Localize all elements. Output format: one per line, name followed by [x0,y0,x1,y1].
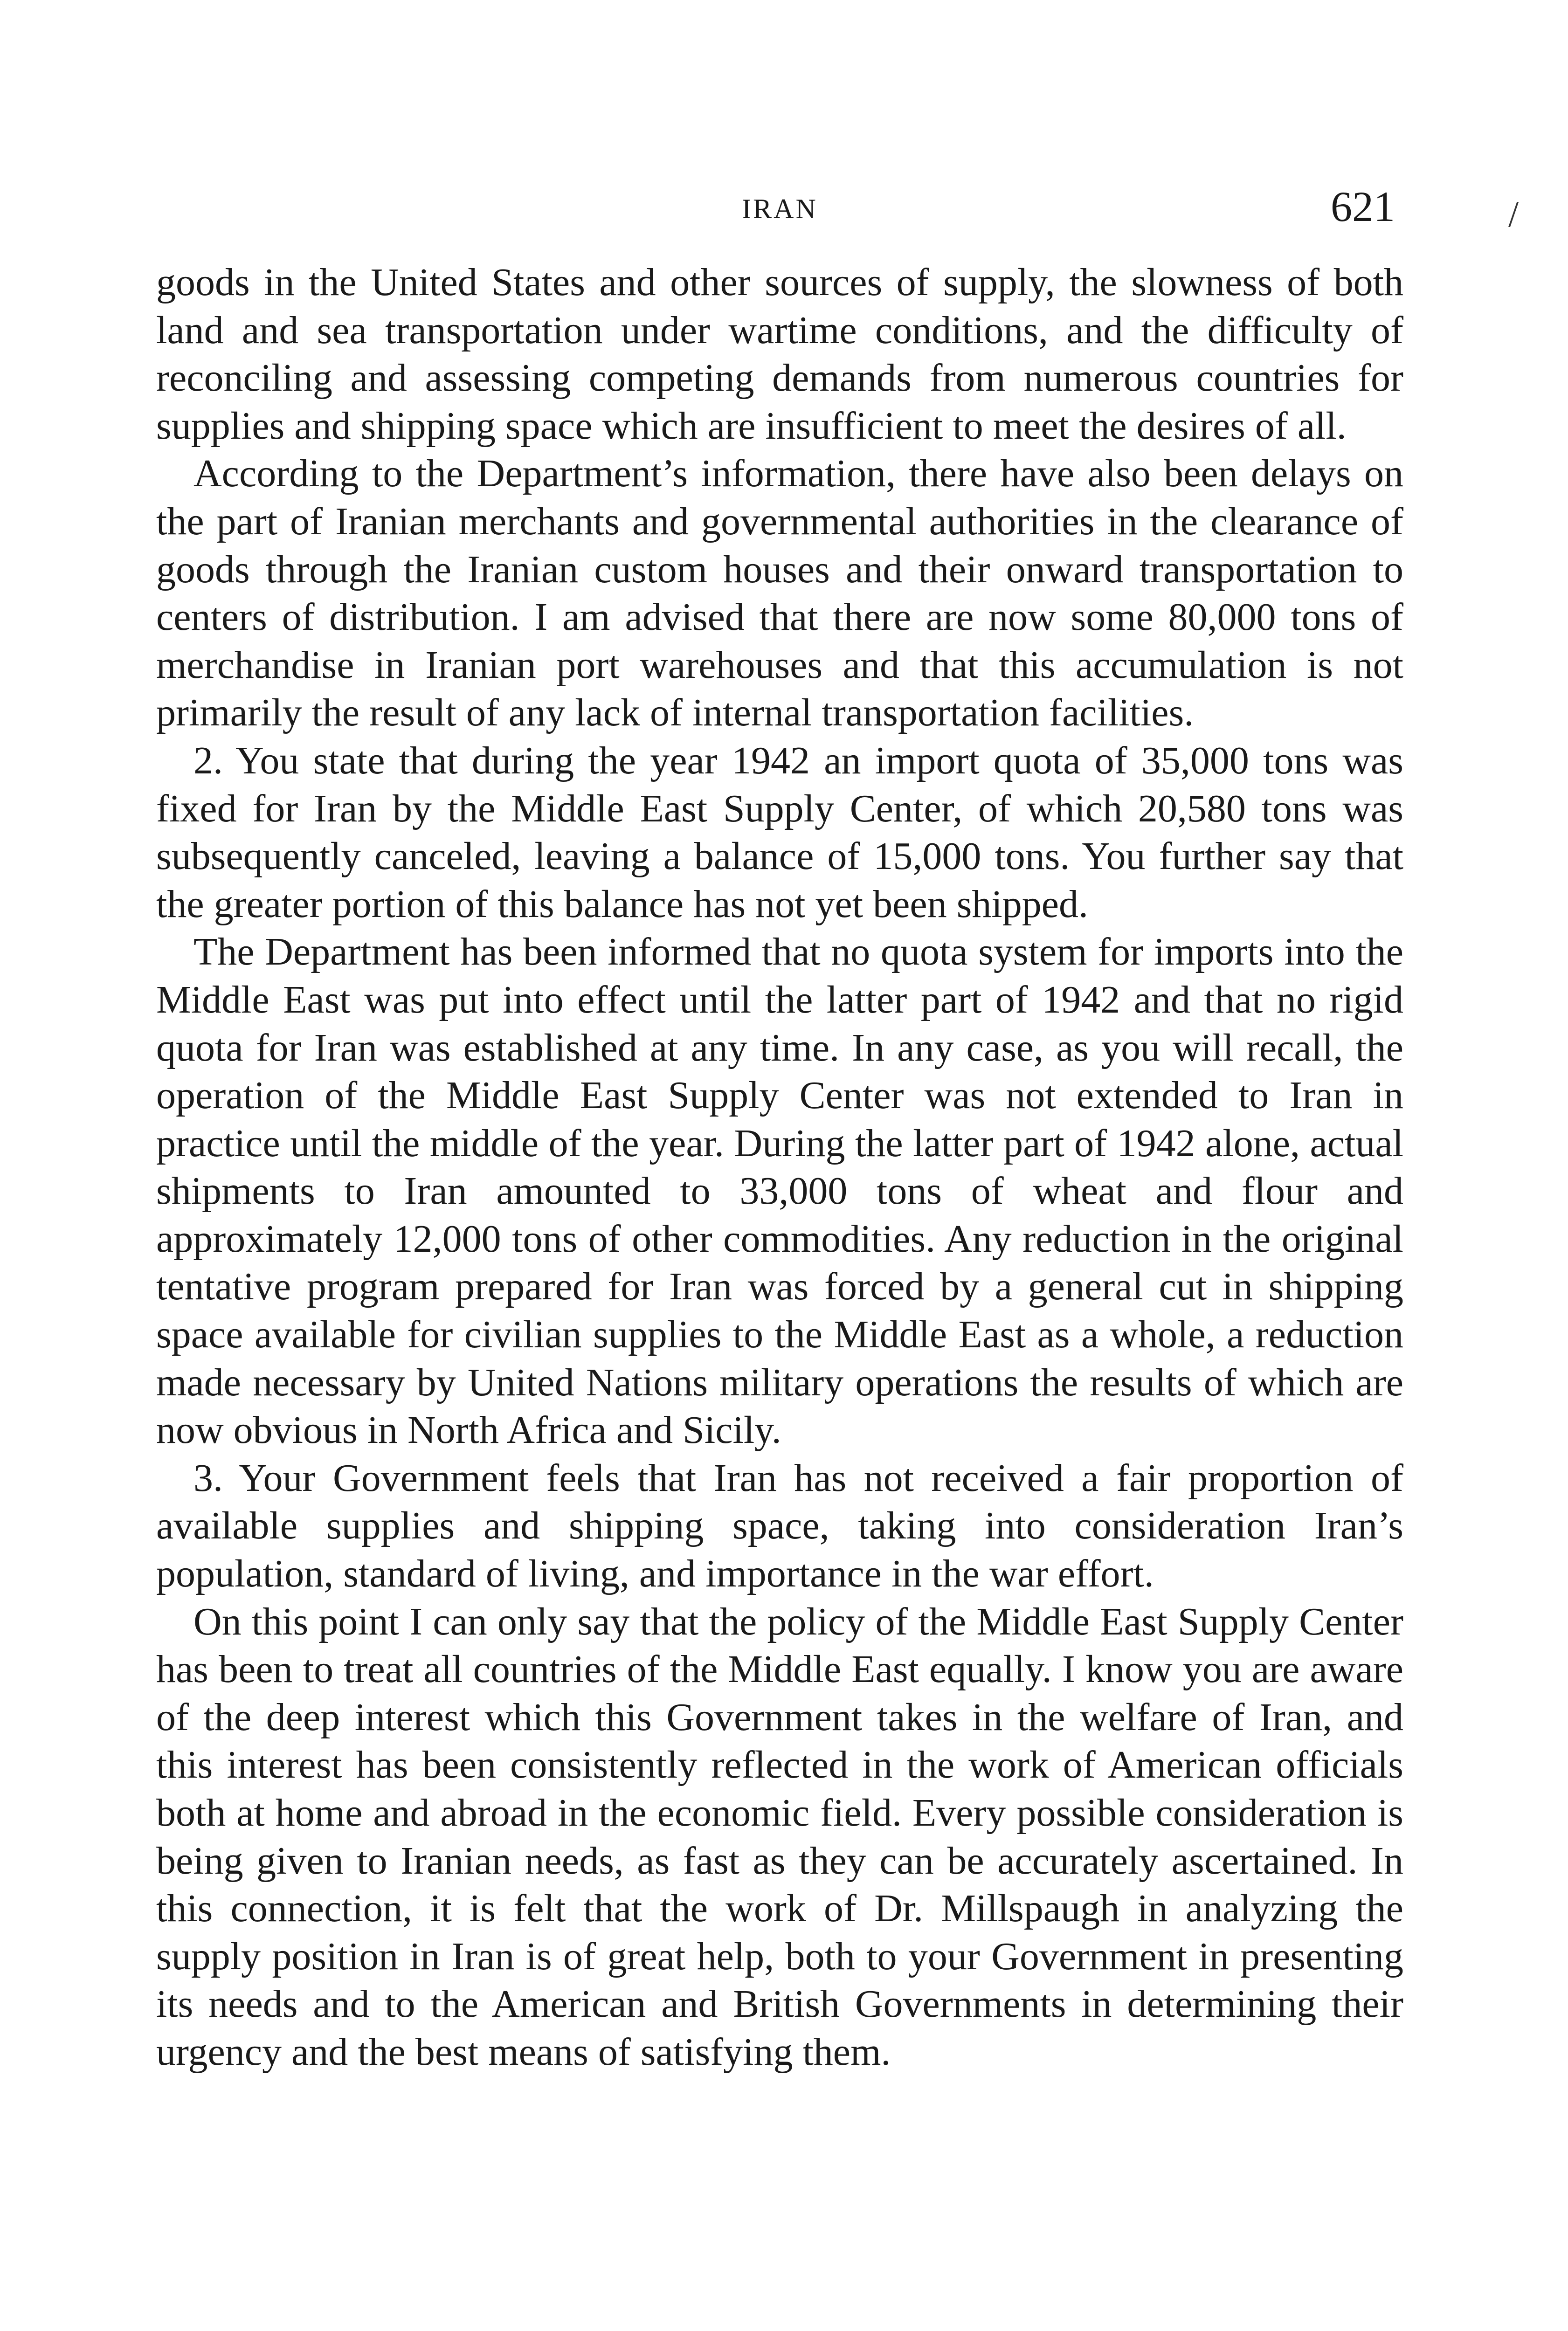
margin-mark: / [1508,194,1519,235]
body-text [156,259,1403,2076]
paragraph-continuation: goods in the United States and other sources of supply, the slowness of both land and sea transportation under wartime conditions, and the difficulty of reconciling and assessing competing demands from numerous countries for supplies and shipping space which are insufficient to meet the desires of all. [156,261,1403,448]
running-head [156,183,1403,233]
page-number: 621 [1331,183,1395,230]
paragraph-point-3: 3. Your Government feels that Iran has not received a fair proportion of available supplies and shipping space, taking into consideration Iran’s population, standard of living, and importance in the war effort. [156,1456,1403,1596]
paragraph-delays: According to the Department’s information, there have also been delays on the part of Iranian merchants and governmental authorities in the clearance of goods through the Iranian custom houses and their onward transportation to centers of distribution. I am advised that there are now some 80,000 tons of merchandise in Iranian port warehouses and that this accumulation is not primarily the result of any lack of internal transportation facilities. [156,452,1403,735]
paragraph-point-2: 2. You state that during the year 1942 an import quota of 35,000 tons was fixed for Iran by the Middle East Supply Center, of which 20,580 tons was subsequently canceled, leaving a balance of 15,000 tons. You further say that the greater portion of this balance has not yet been shipped. [156,738,1403,926]
running-title: IRAN [742,193,818,224]
paragraph-policy: On this point I can only say that the policy of the Middle East Supply Center has been to treat all countries of the Middle East equally. I know you are aware of the deep interest which this Government takes in the welfare of Iran, and this interest has been consistently reflected in the work of American officials both at home and abroad in the economic field. Every possible consideration is being given to Iranian needs, as fast as they can be accurately ascertained. In this connection, it is felt that the work of Dr. Millspaugh in analyzing the supply position in Iran is of great help, both to your Government in presenting its needs and to the American and British Governments in determining their urgency and the best means of satisfying them. [156,1600,1403,2074]
paragraph-quota-system: The Department has been informed that no quota system for imports into the Middle East was put into effect until the latter part of 1942 and that no rigid quota for Iran was established at any time. In any case, as you will recall, the operation of the Middle East Supply Center was not extended to Iran in practice until the middle of the year. During the latter part of 1942 alone, actual shipments to Iran amounted to 33,000 tons of wheat and flour and approximately 12,000 tons of other commodities. Any reduction in the original tentative program prepared for Iran was forced by a general cut in shipping space available for civilian supplies to the Middle East as a whole, a reduction made necessary by United Nations military operations the results of which are now obvious in North Africa and Sicily. [156,930,1403,1452]
